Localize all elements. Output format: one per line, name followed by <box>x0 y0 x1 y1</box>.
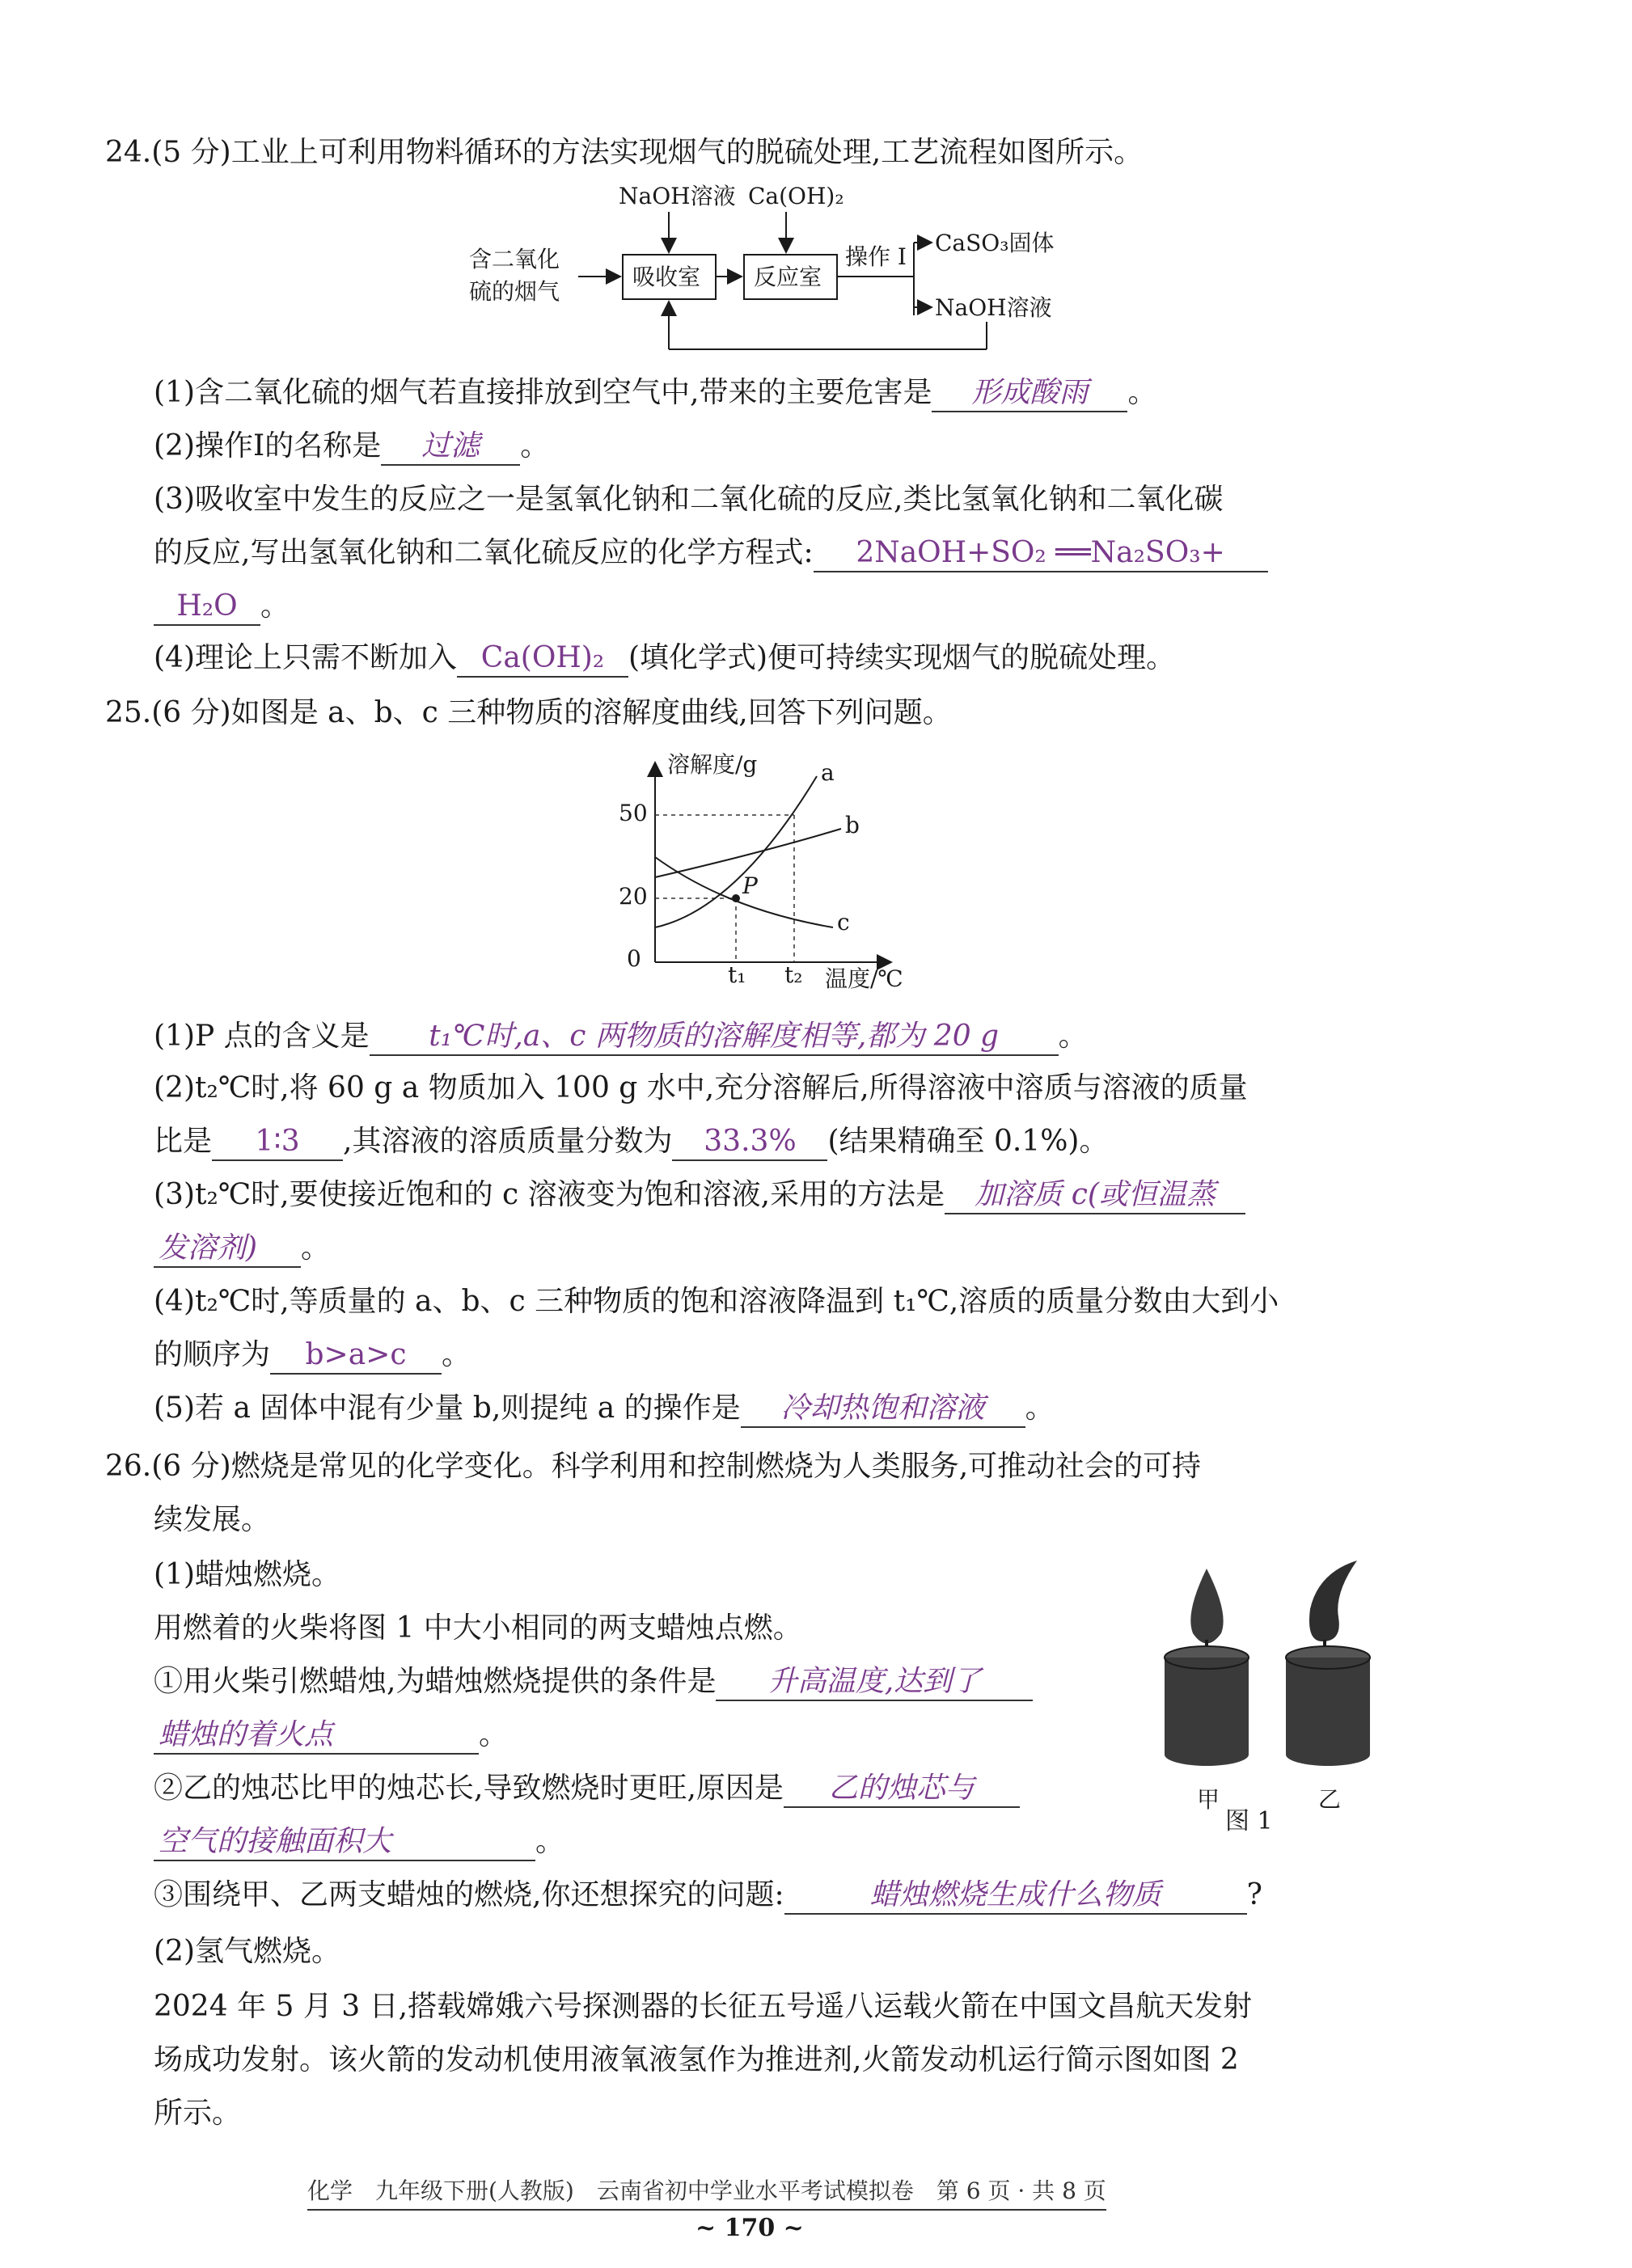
q25-p5: (5)若 a 固体中混有少量 b,则提纯 a 的操作是 冷却热饱和溶液 。 <box>154 1389 1055 1428</box>
y-tick-20: 20 <box>619 883 648 910</box>
candle-b-flame-icon <box>1309 1561 1357 1641</box>
q25-p1-answer: t₁℃时,a、c 两物质的溶解度相等,都为 20 g <box>370 1019 1059 1056</box>
q25-title: 25.(6 分)如图是 a、b、c 三种物质的溶解度曲线,回答下列问题。 <box>105 696 952 729</box>
series-b-line <box>655 829 841 877</box>
point-p <box>732 894 740 902</box>
flow-operation: 操作 I <box>845 243 907 270</box>
q25-p4-line2: 的顺序为 b>a>c 。 <box>154 1336 471 1375</box>
q26-c2-line2: 空气的接触面积大 。 <box>154 1822 564 1861</box>
flow-box2: 反应室 <box>754 264 822 290</box>
q24-p4-answer: Ca(OH)₂ <box>457 640 628 678</box>
candle-figure <box>1148 1544 1407 1819</box>
q26-c1-answer2: 蜡烛的着火点 <box>154 1717 479 1755</box>
point-p-label: P <box>742 872 758 899</box>
q26-s1: (1)蜡烛燃烧。 <box>154 1558 340 1591</box>
q24-p1-answer: 形成酸雨 <box>932 375 1127 412</box>
series-a-label: a <box>821 759 835 786</box>
q25-p3-line2: 发溶剂) 。 <box>154 1229 330 1268</box>
x-tick-t1: t₁ <box>728 961 746 988</box>
y-tick-0: 0 <box>627 945 641 972</box>
candle-b-label: 乙 <box>1318 1786 1342 1813</box>
q24-p3-line3: H₂O 。 <box>154 587 290 626</box>
y-axis-label: 溶解度/g <box>667 751 758 778</box>
q26-s2: (2)氢气燃烧。 <box>154 1935 340 1968</box>
q25-solubility-chart <box>598 748 914 995</box>
flow-input-line2: 硫的烟气 <box>469 278 560 305</box>
q24-p2-answer: 过滤 <box>381 429 520 466</box>
q26-title-line2: 续发展。 <box>154 1503 271 1536</box>
q25-p3-answer2: 发溶剂) <box>154 1231 301 1268</box>
q26-c2-answer1: 乙的烛芯与 <box>784 1771 1020 1808</box>
flow-out2: NaOH溶液 <box>935 294 1052 321</box>
series-c-label: c <box>837 909 850 935</box>
q26-para-line2: 场成功发射。该火箭的发动机使用液氧液氢作为推进剂,火箭发动机运行简示图如图 2 <box>154 2043 1239 2076</box>
x-tick-t2: t₂ <box>784 961 803 988</box>
q24-p4: (4)理论上只需不断加入 Ca(OH)₂ (填化学式)便可持续实现烟气的脱硫处理。 <box>154 639 1175 678</box>
series-b-label: b <box>845 812 860 838</box>
q25-p4-answer: b>a>c <box>270 1337 442 1375</box>
footer-line: 化学 九年级下册(人教版) 云南省初中学业水平考试模拟卷 第 6 页 · 共 8 页 <box>307 2173 1106 2211</box>
q25-p2-answer2: 33.3% <box>672 1124 827 1161</box>
q26-c1-line2: 蜡烛的着火点 。 <box>154 1716 508 1755</box>
q24-title: 24.(5 分)工业上可利用物料循环的方法实现烟气的脱硫处理,工艺流程如图所示。 <box>105 136 1144 169</box>
q25-p3-answer1: 加溶质 c(或恒温蒸 <box>945 1177 1245 1214</box>
fig1-caption: 图 1 <box>1225 1807 1273 1835</box>
flow-out1: CaSO₃固体 <box>935 230 1055 256</box>
q24-flow-diagram <box>453 178 1100 364</box>
q25-p1: (1)P 点的含义是 t₁℃时,a、c 两物质的溶解度相等,都为 20 g 。 <box>154 1017 1088 1056</box>
series-a-line <box>655 776 817 927</box>
q24-p3-line1: (3)吸收室中发生的反应之一是氢氧化钠和二氧化硫的反应,类比氢氧化钠和二氧化碳 <box>154 483 1224 516</box>
q26-c3-answer: 蜡烛燃烧生成什么物质 <box>784 1877 1247 1915</box>
flow-input-line1: 含二氧化 <box>469 246 560 272</box>
q25-p2-answer1: 1∶3 <box>212 1124 343 1161</box>
q26-c3: ③围绕甲、乙两支蜡烛的燃烧,你还想探究的问题: 蜡烛燃烧生成什么物质 ? <box>154 1876 1262 1915</box>
q25-p3-line1: (3)t₂℃时,要使接近饱和的 c 溶液变为饱和溶液,采用的方法是 加溶质 c(或恒温蒸 <box>154 1176 1245 1214</box>
q25-p4-line1: (4)t₂℃时,等质量的 a、b、c 三种物质的饱和溶液降温到 t₁℃,溶质的质量分数由大到小 <box>154 1285 1279 1318</box>
q26-c1-line1: ①用火柴引燃蜡烛,为蜡烛燃烧提供的条件是 升高温度,达到了 <box>154 1662 1033 1701</box>
q24-p1: (1)含二氧化硫的烟气若直接排放到空气中,带来的主要危害是 形成酸雨 。 <box>154 374 1156 412</box>
y-tick-50: 50 <box>619 800 648 826</box>
page-number: ~ 170 ~ <box>696 2214 804 2242</box>
q25-p5-answer: 冷却热饱和溶液 <box>741 1391 1025 1428</box>
x-axis-label: 温度/℃ <box>825 965 903 992</box>
q24-p3-line2: 的反应,写出氢氧化钠和二氧化硫反应的化学方程式: 2NaOH+SO₂ ══Na₂SO₃+ <box>154 534 1268 572</box>
q24-p3-answer1: 2NaOH+SO₂ ══Na₂SO₃+ <box>814 535 1268 572</box>
q26-para-line1: 2024 年 5 月 3 日,搭载嫦娥六号探测器的长征五号遥八运载火箭在中国文昌航天发射 <box>154 1990 1253 2023</box>
q26-c2-line1: ②乙的烛芯比甲的烛芯长,导致燃烧时更旺,原因是 乙的烛芯与 <box>154 1769 1020 1808</box>
candle-a-flame-icon <box>1190 1569 1223 1644</box>
q26-s1-intro: 用燃着的火柴将图 1 中大小相同的两支蜡烛点燃。 <box>154 1611 802 1645</box>
q26-para-line3: 所示。 <box>154 2097 242 2130</box>
q25-p2-line1: (2)t₂℃时,将 60 g a 物质加入 100 g 水中,充分溶解后,所得溶液中溶质与溶液的质量 <box>154 1071 1248 1104</box>
q25-p2-line2: 比是 1∶3 ,其溶液的溶质质量分数为 33.3% (结果精确至 0.1%)。 <box>154 1122 1108 1161</box>
q24-p2: (2)操作Ⅰ的名称是 过滤 。 <box>154 427 549 466</box>
flow-box1: 吸收室 <box>632 264 701 290</box>
q26-c2-answer2: 空气的接触面积大 <box>154 1824 535 1861</box>
q26-title-line1: 26.(6 分)燃烧是常见的化学变化。科学利用和控制燃烧为人类服务,可推动社会的可持 <box>105 1450 1202 1483</box>
q26-c1-answer1: 升高温度,达到了 <box>716 1664 1033 1701</box>
flow-reagent1: NaOH溶液 <box>619 183 736 209</box>
q24-p3-answer2: H₂O <box>154 589 260 626</box>
candle-a-label: 甲 <box>1197 1786 1220 1813</box>
flow-reagent2: Ca(OH)₂ <box>748 183 844 209</box>
